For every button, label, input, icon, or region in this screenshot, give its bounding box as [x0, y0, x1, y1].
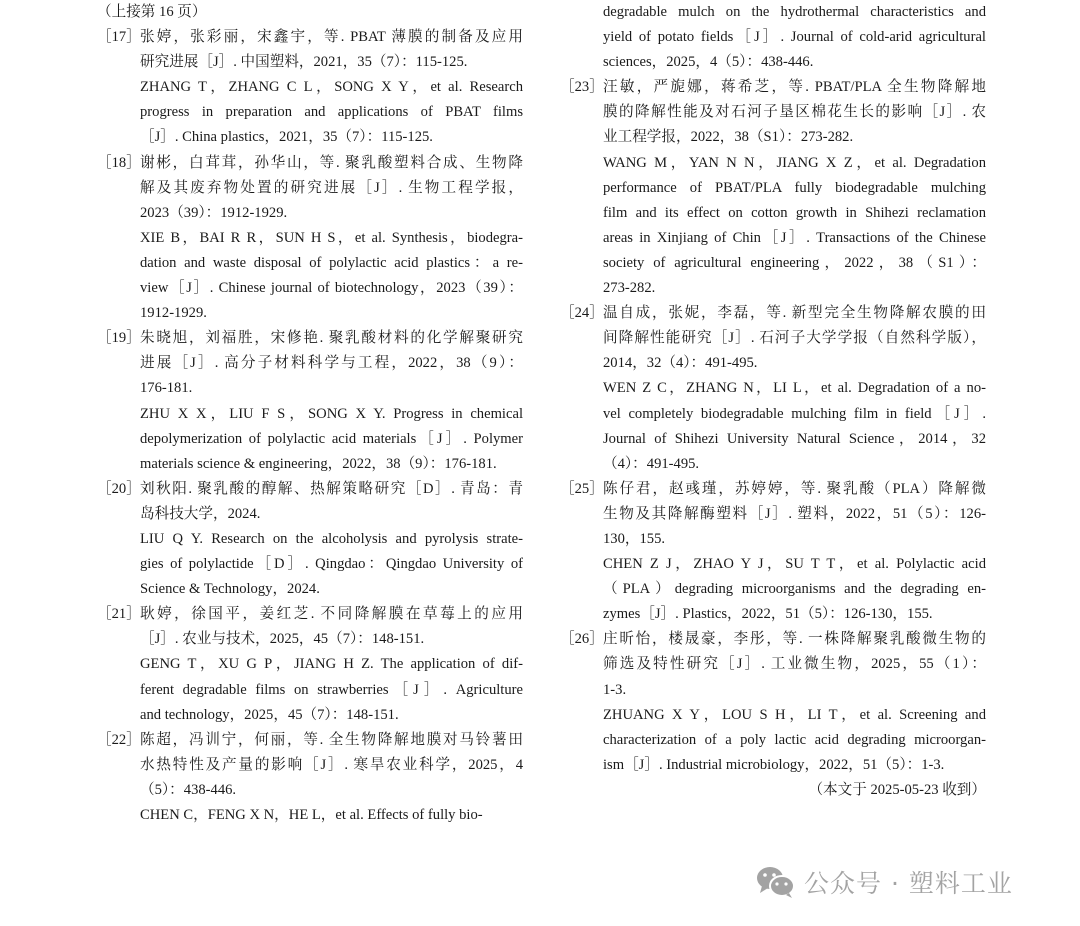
reference-line-zh: 176-181. [140, 380, 193, 397]
reference-line-zh: 汪敏，严旎娜，蒋希芝，等. PBAT/PLA 全生物降解地 [603, 79, 986, 96]
reference-item [560, 477, 986, 628]
reference-line-en: ZHUANG X Y，LOU S H，LI T，et al. Screening and [603, 706, 986, 723]
watermark [756, 862, 1013, 902]
reference-line-en: zymes［J］. Plastics，2022，51（5）：126-130，155. [603, 606, 933, 623]
reference-line-en: 1912-1929. [140, 305, 207, 322]
reference-line-en: CHEN C，FENG X N，HE L，et al. Effects of fully bio- [140, 807, 483, 823]
reference-line-zh: 生物及其降解酶塑料［J］. 塑料，2022，51（5）：126- [603, 505, 986, 522]
reference-line-zh: 业工程学报，2022，38（S1）：273-282. [603, 129, 854, 146]
reference-line-en: society of agricultural engineering，2022，38（S1）： [603, 254, 986, 271]
received-date-note: （本文于 2025-05-23 收到） [808, 781, 986, 798]
reference-line-en: progress in preparation and applications of PBAT films [140, 104, 523, 121]
reference-item [97, 326, 523, 477]
reference-number: ［20］ [97, 480, 141, 497]
reference-line-en: CHEN Z J，ZHAO Y J，SU T T，et al. Polylactic acid [603, 556, 986, 573]
reference-line-en: ［J］. China plastics，2021，35（7）：115-125. [140, 129, 433, 146]
reference-column-left [97, 0, 523, 828]
reference-line-en: ZHANG T，ZHANG C L，SONG X Y，et al. Research [140, 79, 523, 96]
reference-number: ［21］ [97, 606, 141, 623]
reference-line-zh: 间降解性能研究［J］. 石河子大学学报（自然科学版）， [603, 330, 986, 347]
reference-column-right [560, 0, 986, 803]
reference-line-en: XIE B，BAI R R，SUN H S，et al. Synthesis，biodegra- [140, 229, 523, 246]
reference-line-en: LIU Q Y. Research on the alcoholysis and pyrolysis strate- [140, 530, 523, 547]
reference-line-zh: 研究进展［J］. 中国塑料，2021，35（7）：115-125. [140, 54, 468, 71]
reference-number: ［23］ [560, 79, 604, 96]
reference-item [97, 728, 523, 828]
reference-item [560, 627, 986, 778]
reference-line-zh: 陈超，冯训宁，何丽，等. 全生物降解地膜对马铃薯田 [140, 731, 523, 748]
reference-line-zh: 水热特性及产量的影响［J］. 寒旱农业科学，2025，4 [140, 756, 523, 773]
reference-line-en: WEN Z C，ZHANG N，LI L，et al. Degradation of a no- [603, 380, 986, 397]
reference-line-zh: 2014，32（4）：491-495. [603, 355, 758, 372]
reference-line-en: sciences，2025，4（5）：438-446. [603, 54, 814, 71]
reference-number: ［22］ [97, 731, 141, 748]
reference-line-en: view［J］. Chinese journal of biotechnology，2023（39）： [140, 280, 523, 297]
reference-line-zh: 谢彬，白茸茸，孙华山，等. 聚乳酸塑料合成、生物降 [140, 154, 523, 171]
reference-line-en: 273-282. [603, 280, 656, 297]
reference-line-en: GENG T，XU G P，JIANG H Z. The application of dif- [140, 656, 523, 673]
reference-item [97, 25, 523, 150]
reference-line-en: Journal of Shihezi University Natural Science，2014，32 [603, 430, 986, 447]
reference-line-en: WANG M，YAN N N，JIANG X Z，et al. Degradation [603, 154, 986, 171]
reference-line-en: ferent degradable films on strawberries［J］. Agriculture [140, 681, 523, 698]
reference-line-en: ZHU X X，LIU F S，SONG X Y. Progress in chemical [140, 405, 523, 422]
reference-line-zh: 解及其废弃物处置的研究进展［J］. 生物工程学报， [140, 179, 523, 196]
reference-number: ［17］ [97, 29, 141, 46]
reference-item [560, 301, 986, 477]
reference-number: ［24］ [560, 305, 604, 322]
reference-line-en: areas in Xinjiang of Chin［J］. Transactions of the Chinese [603, 229, 986, 246]
reference-line-en: yield of potato fields［J］. Journal of cold-arid agricultural [603, 29, 986, 46]
reference-line-en: （4）：491-495. [603, 455, 700, 472]
reference-line-en: materials science & engineering，2022，38（9）：176-181. [140, 455, 497, 472]
reference-line-zh: 进展［J］. 高分子材料科学与工程，2022，38（9）： [140, 355, 523, 372]
reference-line-zh: 陈仔君，赵彧瑾，苏婷婷，等. 聚乳酸（PLA）降解微 [603, 480, 986, 497]
reference-line-en: vel completely biodegradable mulching film in field［J］. [603, 405, 986, 422]
reference-line-en: characterization of a poly lactic acid degrading microorgan- [603, 731, 986, 748]
reference-number: ［25］ [560, 480, 604, 497]
reference-line-en: ism［J］. Industrial microbiology，2022，51（5）：1-3. [603, 756, 945, 773]
reference-number: ［18］ [97, 154, 141, 171]
reference-line-zh: 筛选及特性研究［J］. 工业微生物，2025，55（1）： [603, 656, 986, 673]
reference-line-zh: 130，155. [603, 530, 666, 547]
reference-line-en: Science & Technology，2024. [140, 581, 320, 598]
reference-item [97, 151, 523, 327]
reference-line-zh: 温自成，张妮，李磊，等. 新型完全生物降解农膜的田 [603, 305, 986, 322]
continued-reference-text [560, 0, 986, 75]
reference-line-en: dation and waste disposal of polylactic acid plastics：a re- [140, 254, 523, 271]
watermark-text: 公众号 · 塑料工业 [804, 869, 1013, 898]
reference-line-zh: 朱晓旭，刘福胜，宋修艳. 聚乳酸材料的化学解聚研究 [140, 330, 523, 347]
wechat-icon [756, 866, 796, 898]
continued-note: （上接第 16 页） [97, 4, 207, 20]
reference-line-zh: 耿婷，徐国平，姜红芝. 不同降解膜在草莓上的应用 [140, 606, 523, 623]
reference-line-en: gies of polylactide［D］. Qingdao：Qingdao University of [140, 556, 523, 573]
reference-item [560, 75, 986, 301]
reference-line-zh: 岛科技大学，2024. [140, 505, 261, 522]
reference-line-en: and technology，2025，45（7）：148-151. [140, 706, 399, 723]
reference-line-zh: 张婷，张彩丽，宋鑫宇，等. PBAT 薄膜的制备及应用 [140, 29, 523, 46]
reference-item [97, 602, 523, 727]
reference-item [97, 477, 523, 602]
reference-number: ［26］ [560, 631, 604, 648]
reference-line-zh: 膜的降解性能及对石河子垦区棉花生长的影响［J］. 农 [603, 104, 986, 121]
reference-line-zh: ［J］. 农业与技术，2025，45（7）：148-151. [140, 631, 425, 648]
reference-line-zh: 刘秋阳. 聚乳酸的醇解、热解策略研究［D］. 青岛：青 [140, 480, 523, 497]
reference-line-en: film and its effect on cotton growth in Shihezi reclamation [603, 204, 986, 221]
reference-line-zh: 1-3. [603, 681, 627, 698]
reference-list-right [560, 75, 986, 778]
reference-line-en: performance of PBAT/PLA fully biodegradable mulching [603, 179, 986, 196]
reference-line-zh: 2023（39）：1912-1929. [140, 204, 288, 221]
reference-list-left [97, 25, 523, 828]
reference-line-zh: 庄昕怡，楼晟豪，李彤，等. 一株降解聚乳酸微生物的 [603, 631, 986, 648]
reference-line-en: （PLA）degrading microorganisms and the degrading en- [603, 581, 986, 598]
reference-line-en: degradable mulch on the hydrothermal characteristics and [603, 4, 986, 20]
reference-line-en: depolymerization of polylactic acid materials［J］. Polymer [140, 430, 523, 447]
reference-line-zh: （5）：438-446. [140, 781, 237, 798]
reference-number: ［19］ [97, 330, 141, 347]
